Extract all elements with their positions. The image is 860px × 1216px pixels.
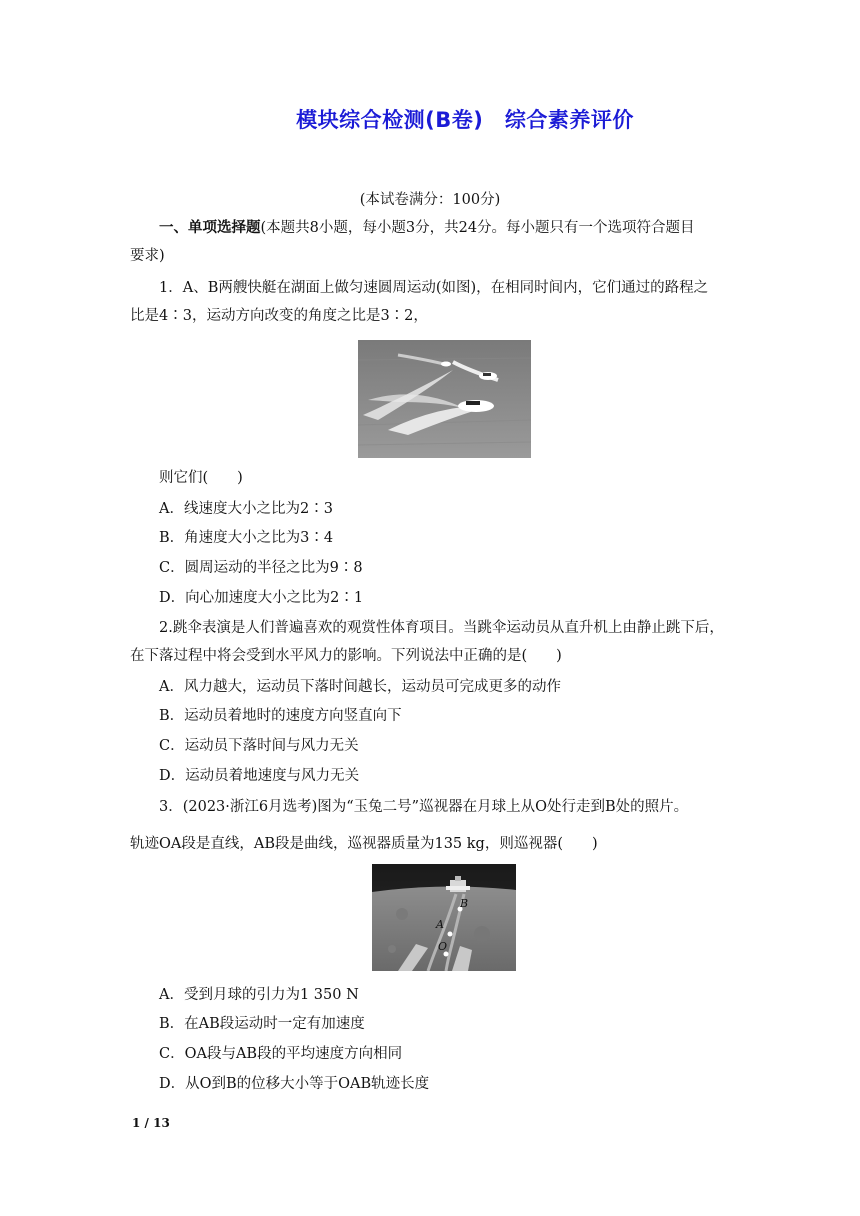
q3-option-a: A．受到月球的引力为1 350 N	[159, 987, 359, 1003]
q1-stem-line2: 比是4∶3，运动方向改变的角度之比是3∶2，	[130, 308, 428, 324]
q2-option-d: D．运动员着地速度与风力无关	[159, 768, 360, 784]
photo-label-b: B	[460, 897, 469, 910]
q3-option-d: D．从O到B的位移大小等于OAB轨迹长度	[159, 1076, 430, 1092]
section-description: (本题共8小题，每小题3分，共24分。每小题只有一个选项符合题目	[260, 220, 695, 236]
section-heading: 一、单项选择题	[159, 219, 261, 236]
page-title: 模块综合检测(B卷) 综合素养评价	[296, 108, 634, 132]
q2-option-c: C．运动员下落时间与风力无关	[159, 738, 359, 754]
q1-option-d: D．向心加速度大小之比为2∶1	[159, 590, 364, 606]
q3-stem-line1: 3．(2023·浙江6月选考)图为“玉兔二号”巡视器在月球上从O处行走到B处的照片。	[159, 799, 689, 815]
q1-stem-line1: 1．A、B两艘快艇在湖面上做匀速圆周运动(如图)，在相同时间内，它们通过的路程之	[159, 280, 709, 296]
photo-label-a: A	[436, 918, 444, 931]
q3-option-c: C．OA段与AB段的平均速度方向相同	[159, 1046, 403, 1062]
q3-stem-line2: 轨迹OA段是直线，AB段是曲线，巡视器质量为135 kg，则巡视器( )	[130, 836, 598, 852]
q1-stem-end: 则它们( )	[159, 470, 243, 486]
speedboats-photo	[358, 340, 531, 458]
q1-option-b: B．角速度大小之比为3∶4	[159, 530, 334, 546]
q3-option-b: B．在AB段运动时一定有加速度	[159, 1016, 365, 1032]
q1-option-a: A．线速度大小之比为2∶3	[159, 501, 333, 517]
q2-option-b: B．运动员着地时的速度方向竖直向下	[159, 708, 402, 724]
lunar-rover-photo	[372, 864, 516, 971]
photo-label-o: O	[438, 940, 448, 953]
section-heading-line	[159, 218, 695, 238]
page-number: 1 / 13	[132, 1116, 170, 1130]
q2-stem-line1: 2.跳伞表演是人们普遍喜欢的观赏性体育项目。当跳伞运动员从直升机上由静止跳下后，	[159, 620, 724, 636]
q2-stem-line2: 在下落过程中将会受到水平风力的影响。下列说法中正确的是( )	[130, 648, 562, 664]
section-description-cont: 要求)	[130, 248, 165, 264]
score-note: (本试卷满分：100分)	[359, 192, 501, 208]
q1-option-c: C．圆周运动的半径之比为9∶8	[159, 560, 363, 576]
q2-option-a: A．风力越大，运动员下落时间越长，运动员可完成更多的动作	[159, 679, 561, 695]
